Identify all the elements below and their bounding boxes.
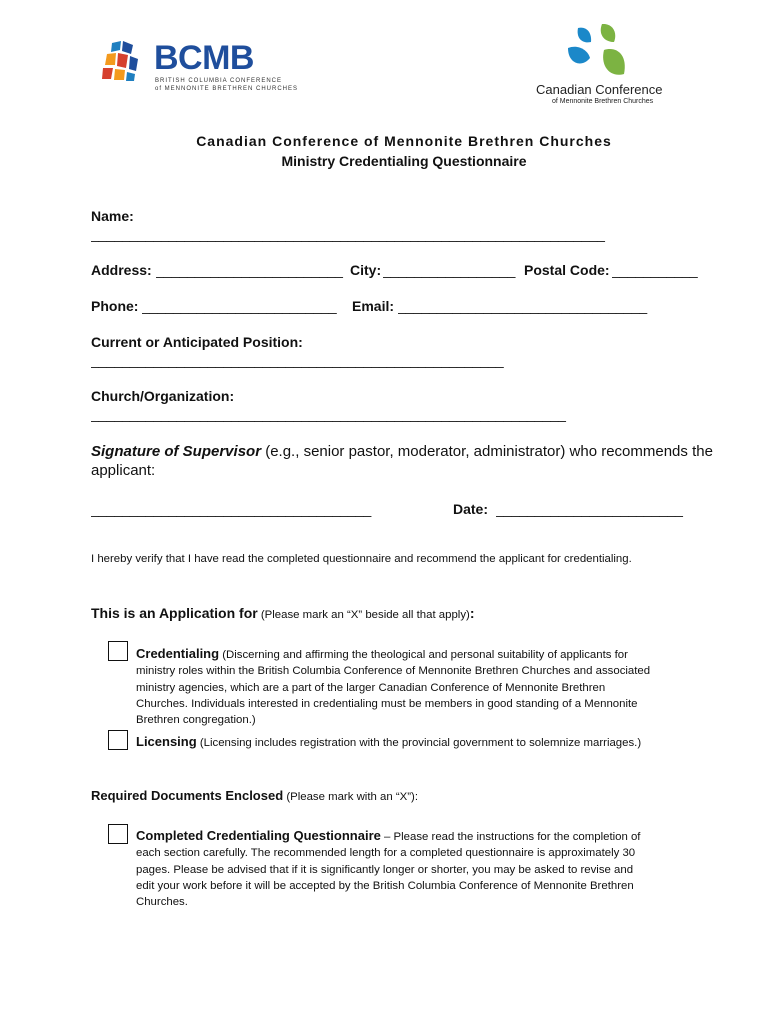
questionnaire-line3: pages. Please be advised that if it is significantly longer or shorter, you may be asked to revise and — [136, 863, 634, 876]
signature-desc-line2: applicant: — [91, 462, 156, 479]
verify-statement: I hereby verify that I have read the completed questionnaire and recommend the applicant for credentialing. — [91, 553, 632, 565]
email-field[interactable]: ________________________________ — [398, 298, 648, 314]
bcmb-logo-line1: BRITISH COLUMBIA CONFERENCE — [155, 78, 283, 84]
questionnaire-checkbox[interactable] — [108, 824, 128, 844]
credentialing-line1: (Discerning and affirming the theological and personal suitability of applicants for — [219, 649, 628, 661]
application-heading-label: This is an Application for — [91, 605, 258, 621]
application-heading-note: (Please mark an “X” beside all that apply) — [257, 609, 470, 621]
name-label: Name: — [91, 208, 134, 224]
questionnaire-line2: each section carefully. The recommended length for a completed questionnaire is approximately 30 — [136, 847, 636, 860]
address-label: Address: — [91, 262, 152, 278]
application-heading-colon: : — [469, 605, 475, 621]
postal-code-label: Postal Code: — [524, 262, 610, 278]
church-label: Church/Organization: — [91, 388, 235, 404]
position-field[interactable]: _____________________________________________________ — [91, 352, 504, 368]
date-label: Date: — [453, 501, 489, 517]
questionnaire-line5: Churches. — [136, 896, 188, 909]
credentialing-line5: Brethren congregation.) — [136, 714, 256, 727]
document-title: Canadian Conference of Mennonite Brethren Churches — [196, 133, 612, 149]
name-field[interactable]: __________________________________________________________________ — [91, 226, 605, 242]
application-heading — [91, 605, 474, 623]
signature-label: Signature of Supervisor — [91, 443, 262, 460]
credentialing-option — [136, 646, 716, 728]
document-subtitle: Ministry Credentialing Questionnaire — [281, 153, 527, 169]
questionnaire-line4: edit your work before it will be accepted by the British Columbia Conference of Mennonite Brethren — [136, 879, 634, 892]
credentialing-label: Credentialing — [136, 646, 220, 661]
canadian-conference-logo-mark-icon — [564, 24, 634, 82]
questionnaire-line1: – Please read the instructions for the completion of — [380, 831, 641, 843]
bcmb-logo-mark-icon — [102, 41, 146, 81]
signature-field[interactable]: ____________________________________ — [91, 501, 372, 517]
city-label: City: — [350, 262, 382, 278]
canadian-conference-sub: of Mennonite Brethren Churches — [552, 98, 654, 105]
signature-description — [91, 442, 741, 480]
signature-desc-line1: (e.g., senior pastor, moderator, administrator) who recommends the — [261, 443, 713, 460]
email-label: Email: — [352, 298, 395, 314]
credentialing-checkbox[interactable] — [108, 641, 128, 661]
questionnaire-option — [136, 828, 716, 910]
credentialing-line2: ministry roles within the British Columbia Conference of Mennonite Brethren Churches and associated — [136, 665, 651, 678]
position-label: Current or Anticipated Position: — [91, 334, 303, 350]
questionnaire-label: Completed Credentialing Questionnaire — [136, 828, 381, 843]
licensing-checkbox[interactable] — [108, 730, 128, 750]
phone-label: Phone: — [91, 298, 139, 314]
documents-heading-note: (Please mark with an “X”): — [283, 791, 418, 803]
documents-heading — [91, 787, 418, 805]
canadian-conference-logo — [530, 20, 670, 110]
postal-code-field[interactable]: ___________ — [612, 262, 698, 278]
phone-field[interactable]: _________________________ — [142, 298, 337, 314]
address-field[interactable]: ________________________ — [156, 262, 343, 278]
canadian-conference-name: Canadian Conference — [536, 82, 663, 97]
bcmb-logo — [102, 40, 302, 96]
documents-heading-label: Required Documents Enclosed — [91, 788, 284, 803]
bcmb-logo-name: BCMB — [154, 39, 254, 77]
credentialing-line3: ministry agencies, which are a part of the larger Canadian Conference of Mennonite Brethren — [136, 681, 606, 694]
bcmb-logo-line2: of MENNONITE BRETHREN CHURCHES — [155, 86, 299, 92]
church-field[interactable]: _____________________________________________________________ — [91, 406, 566, 422]
licensing-option — [136, 734, 641, 751]
credentialing-line4: Churches. Individuals interested in credentialing must be members in good standing of a Mennonite — [136, 697, 638, 710]
date-field[interactable]: ________________________ — [496, 501, 683, 517]
licensing-desc: (Licensing includes registration with the provincial government to solemnize marriages.) — [196, 737, 642, 749]
licensing-label: Licensing — [136, 734, 197, 749]
city-field[interactable]: _________________ — [383, 262, 516, 278]
